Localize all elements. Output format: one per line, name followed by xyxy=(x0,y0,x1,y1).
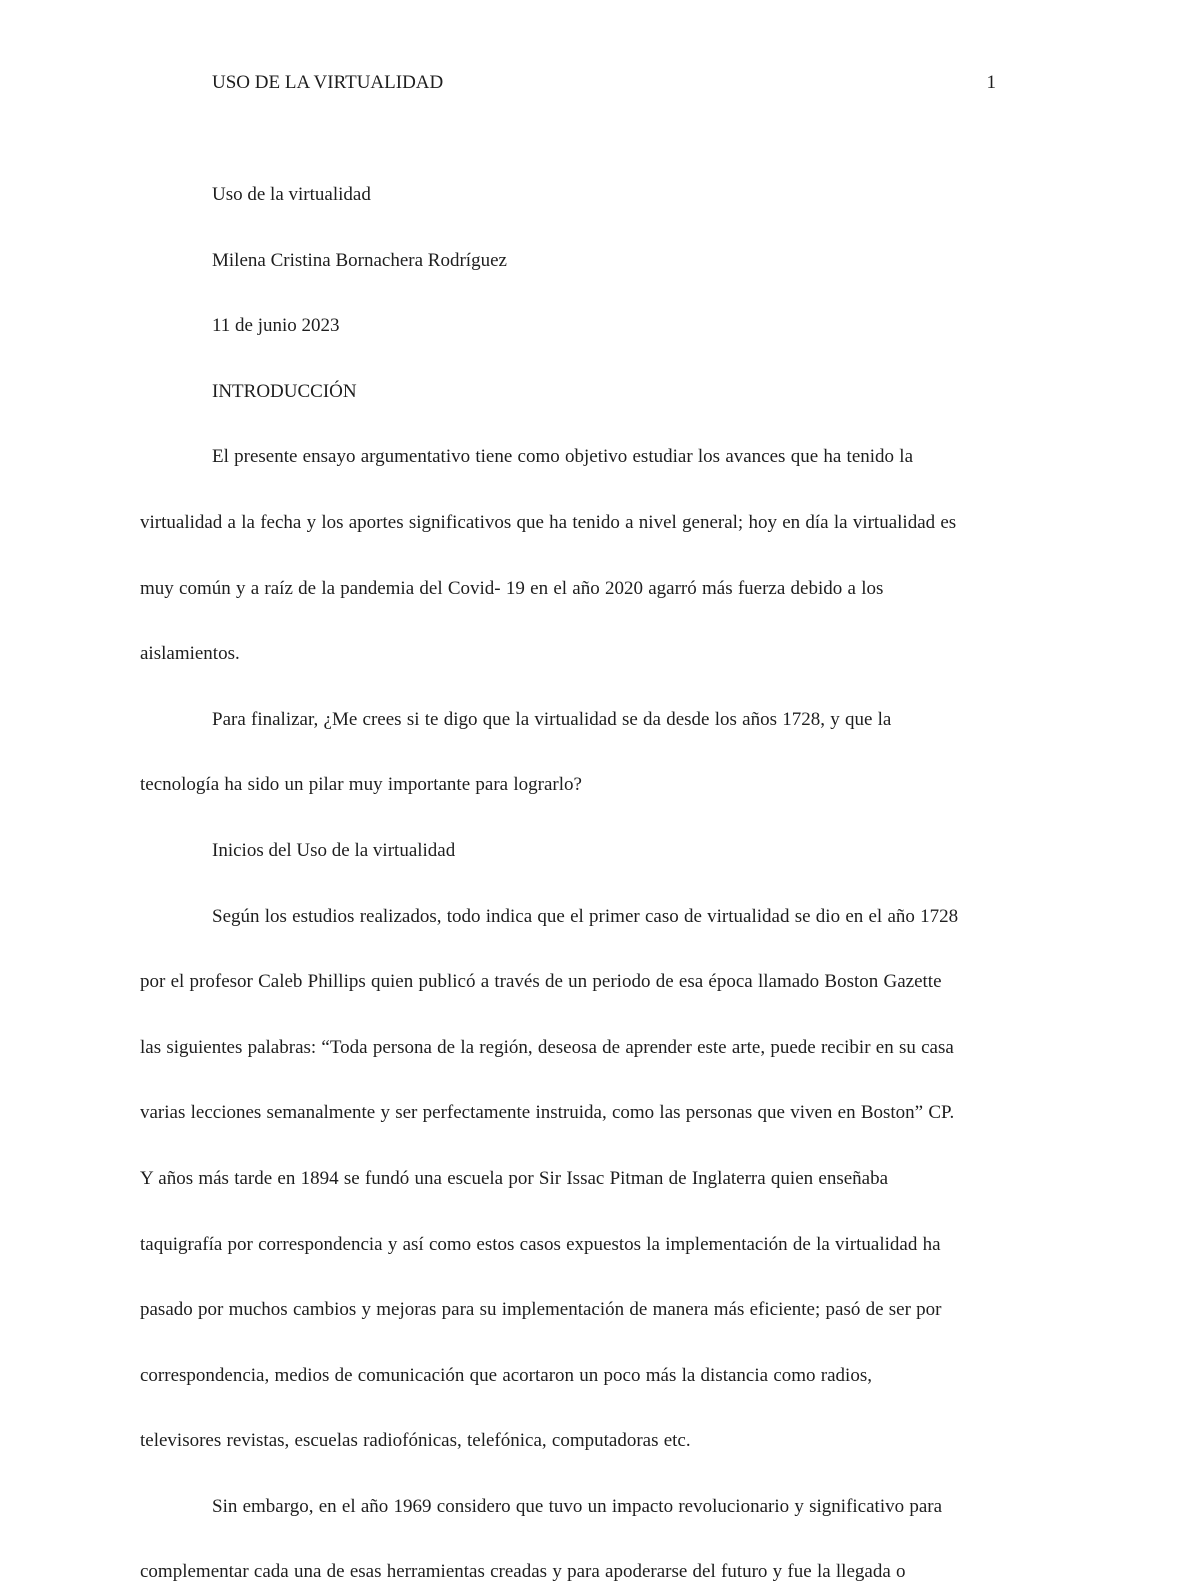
paragraph-line: aislamientos. xyxy=(140,643,240,665)
section-heading: INTRODUCCIÓN xyxy=(212,380,357,402)
paragraph-introduction xyxy=(140,441,1060,671)
paragraph-line: Para finalizar, ¿Me crees si te digo que la virtualidad se da desde los años 1728, y que la xyxy=(212,708,892,730)
paragraph-line: virtualidad a la fecha y los aportes significativos que ha tenido a nivel general; hoy en día la virtualidad es xyxy=(140,511,957,533)
paragraph-1969 xyxy=(140,1491,1060,1589)
paragraph-line: El presente ensayo argumentativo tiene como objetivo estudiar los avances que ha tenido la xyxy=(212,446,914,468)
running-head xyxy=(212,68,996,98)
document-body xyxy=(140,179,1060,1589)
paragraph-closing-question xyxy=(140,704,1060,802)
running-head-title: USO DE LA VIRTUALIDAD xyxy=(212,72,444,93)
paragraph-line: Y años más tarde en 1894 se fundó una escuela por Sir Issac Pitman de Inglaterra quien enseñaba xyxy=(140,1167,889,1189)
paragraph-line: tecnología ha sido un pilar muy importante para lograrlo? xyxy=(140,774,582,796)
author-name: Milena Cristina Bornachera Rodríguez xyxy=(212,249,507,271)
paragraph-line: pasado por muchos cambios y mejoras para su implementación de manera más eficiente; pasó de ser por xyxy=(140,1299,942,1321)
paragraph-line: complementar cada una de esas herramientas creadas y para apoderarse del futuro y fue la llegada o xyxy=(140,1561,906,1583)
paragraph-line: varias lecciones semanalmente y ser perfectamente instruida, como las personas que viven en Boston” CP. xyxy=(140,1102,955,1124)
subheading: Inicios del Uso de la virtualidad xyxy=(212,839,456,861)
page-number: 1 xyxy=(986,72,996,93)
paragraph-line: Sin embargo, en el año 1969 considero que tuvo un impacto revolucionario y significativo para xyxy=(212,1495,943,1517)
paragraph-line: correspondencia, medios de comunicación que acortaron un poco más la distancia como radios, xyxy=(140,1364,872,1386)
paragraph-line: Según los estudios realizados, todo indica que el primer caso de virtualidad se dio en el año 1728 xyxy=(212,905,959,927)
document-title: Uso de la virtualidad xyxy=(212,184,371,205)
paragraph-history xyxy=(140,901,1060,1459)
paragraph-line: por el profesor Caleb Phillips quien publicó a través de un periodo de esa época llamado Boston Gazette xyxy=(140,971,942,993)
paragraph-line: muy común y a raíz de la pandemia del Covid- 19 en el año 2020 agarró más fuerza debido a los xyxy=(140,577,884,599)
paragraph-line: televisores revistas, escuelas radiofónicas, telefónica, computadoras etc. xyxy=(140,1430,691,1452)
paragraph-line: taquigrafía por correspondencia y así como estos casos expuestos la implementación de la virtualidad ha xyxy=(140,1233,941,1255)
document-date: 11 de junio 2023 xyxy=(212,315,340,337)
paragraph-line: las siguientes palabras: “Toda persona de la región, deseosa de aprender este arte, puede recibir en su casa xyxy=(140,1036,954,1058)
